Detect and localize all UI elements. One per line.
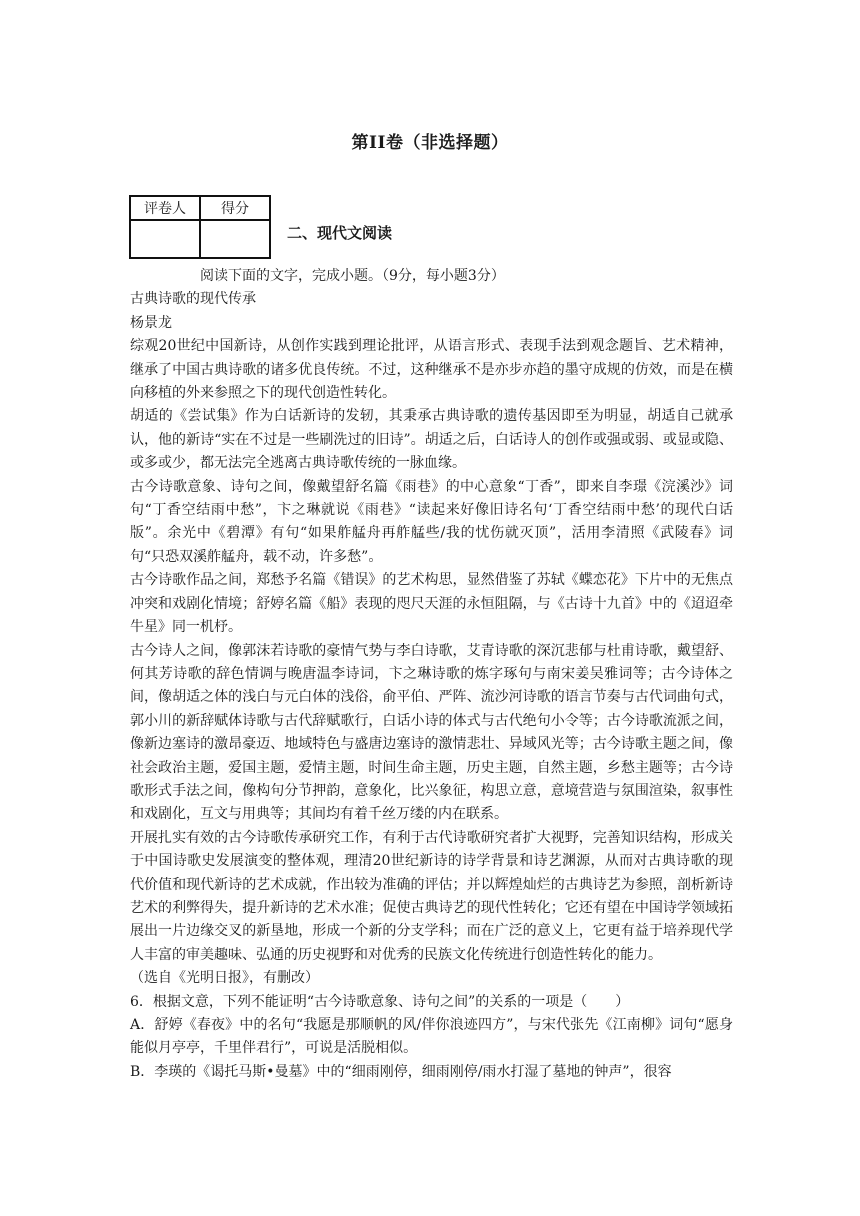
score-table-grader-header: 评卷人 bbox=[130, 196, 200, 220]
article-paragraph: 古今诗人之间，像郭沫若诗歌的豪情气势与李白诗歌，艾青诗歌的深沉悲郁与杜甫诗歌，戴望舒、何其芳诗歌的辞色情调与晚唐温李诗词，卞之琳诗歌的炼字琢句与南宋姜吴雅词等；古今诗体之间，像胡适之体的浅白与元白体的浅俗，俞平伯、严阵、流沙河诗歌的语言节奏与古代词曲句式，郭小川的新辞赋体诗歌与古代辞赋歌行，白话小诗的体式与古代绝句小令等；古今诗歌流派之间，像新边塞诗的激昂豪迈、地域特色与盛唐边塞诗的激情悲壮、异域风光等；古今诗歌主题之间，像社会政治主题，爱国主题，爱情主题，时间生命主题，历史主题，自然主题，乡愁主题等；古今诗歌形式手法之间，像构句分节押韵，意象化，比兴象征，构思立意，意境营造与氛围渲染，叙事性和戏剧化，互文与用典等；其间均有着千丝万缕的内在联系。 bbox=[130, 642, 733, 823]
question-option-a: A．舒婷《春夜》中的名句“我愿是那顺帆的风/伴你浪迹四方”，与宋代张先《江南柳》词句“愿身能似月亭亭，千里伴君行”，可说是活脱相似。 bbox=[130, 1017, 733, 1057]
instruction: 阅读下面的文字，完成小题。（9分，每小题3分） bbox=[200, 268, 505, 284]
question-option-b: B．李瑛的《谒托马斯•曼墓》中的“细雨刚停，细雨刚停/雨水打湿了墓地的钟声”，很容 bbox=[130, 1063, 672, 1080]
section-title: 二、现代文阅读 bbox=[287, 224, 393, 242]
article-source: （选自《光明日报》，有删改） bbox=[130, 970, 319, 987]
question-stem: 6．根据文意，下列不能证明“古今诗歌意象、诗句之间”的关系的一项是（ ） bbox=[130, 993, 630, 1010]
article-author: 杨景龙 bbox=[130, 314, 172, 331]
reading-content bbox=[130, 265, 733, 1084]
article-title: 古典诗歌的现代传承 bbox=[130, 291, 256, 308]
score-table bbox=[129, 195, 271, 259]
article-paragraph: 综观20世纪中国新诗，从创作实践到理论批评，从语言形式、表现手法到观念题旨、艺术精神，继承了中国古典诗歌的诸多优良传统。不过，这种继承不是亦步亦趋的墨守成规的仿效，而是在横向移植的外来参照之下的现代创造性转化。 bbox=[130, 338, 733, 402]
article-paragraph: 开展扎实有效的古今诗歌传承研究工作，有利于古代诗歌研究者扩大视野，完善知识结构，形成关于中国诗歌史发展演变的整体观，理清20世纪新诗的诗学背景和诗艺渊源，从而对古典诗歌的现代价值和现代新诗的艺术成就，作出较为准确的评估；并以辉煌灿烂的古典诗艺为参照，剖析新诗艺术的利弊得失，提升新诗的艺术水准；促使古典诗艺的现代性转化；它还有望在中国诗学领域拓展出一片边缘交叉的新垦地，形成一个新的分支学科；而在广泛的意义上，它更有益于培养现代学人丰富的审美趣味、弘通的历史视野和对优秀的民族文化传统进行创造性转化的能力。 bbox=[130, 829, 733, 963]
article-paragraph: 古今诗歌意象、诗句之间，像戴望舒名篇《雨巷》的中心意象“丁香”，即来自李璟《浣溪沙》词句“丁香空结雨中愁”，卞之琳就说《雨巷》“读起来好像旧诗名句‘丁香空结雨中愁’的现代白话版”。余光中《碧潭》有句“如果舴艋舟再舴艋些/我的忧伤就灭顶”，活用李清照《武陵春》词句“只恐双溪舴艋舟，载不动，许多愁”。 bbox=[130, 478, 733, 565]
score-table-score-header: 得分 bbox=[200, 196, 270, 220]
score-table-score-cell bbox=[200, 220, 270, 258]
article-paragraph: 胡适的《尝试集》作为白话新诗的发轫，其秉承古典诗歌的遗传基因即至为明显，胡适自己就承认，他的新诗“实在不过是一些刷洗过的旧诗”。胡适之后，白话诗人的创作或强或弱、或显或隐、或多或少，都无法完全逃离古典诗歌传统的一脉血缘。 bbox=[130, 408, 733, 472]
page-title: 第II卷（非选择题） bbox=[351, 133, 509, 153]
article-paragraph: 古今诗歌作品之间，郑愁予名篇《错误》的艺术构思，显然借鉴了苏轼《蝶恋花》下片中的无焦点冲突和戏剧化情境；舒婷名篇《船》表现的咫尺天涯的永恒阻隔，与《古诗十九首》中的《迢迢牵牛星》同一机杼。 bbox=[130, 572, 733, 636]
score-table-grader-cell bbox=[130, 220, 200, 258]
